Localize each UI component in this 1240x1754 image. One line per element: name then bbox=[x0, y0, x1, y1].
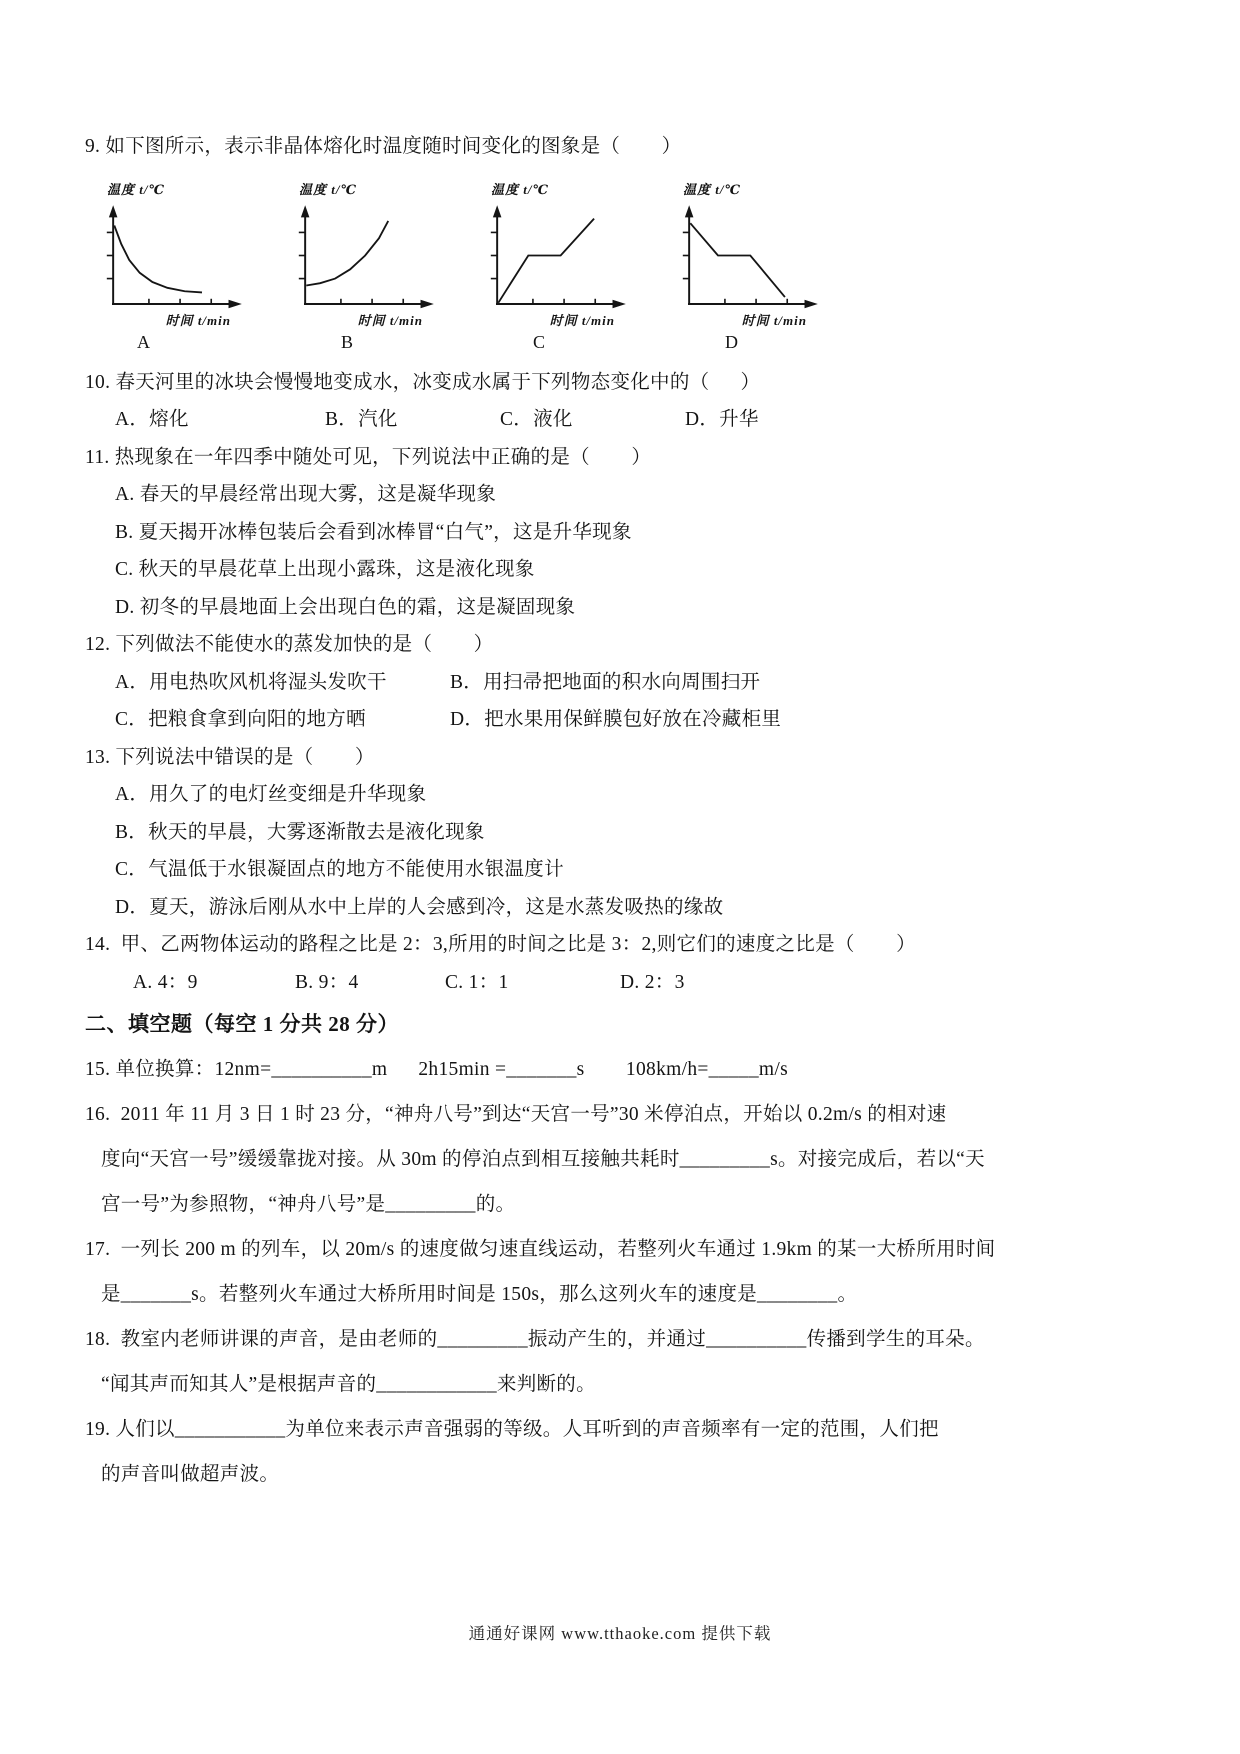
option-d: D．夏天，游泳后刚从水中上岸的人会感到冷，这是水蒸发吸热的缘故 bbox=[115, 896, 724, 918]
option-c: C. 秋天的早晨花草上出现小露珠，这是液化现象 bbox=[115, 559, 535, 580]
question-17-line1: 17. 一列长 200 m 的列车，以 20m/s 的速度做匀速直线运动，若整列火车通过 1.9km 的某一大桥所用时间 bbox=[85, 1239, 996, 1260]
question-12-options-row2 bbox=[85, 701, 1172, 739]
page-footer: 通通好课网 www.tthaoke.com 提供下载 bbox=[468, 1624, 772, 1643]
option-b: B．用扫帚把地面的积水向周围扫开 bbox=[450, 671, 761, 693]
option-c: C．液化 bbox=[500, 409, 573, 430]
question-14-text: 14. 甲、乙两物体运动的路程之比是 2：3,所用的时间之比是 3：2,则它们的速度之比是（ ） bbox=[85, 934, 916, 955]
question-9-graphs bbox=[97, 180, 1172, 354]
question-10 bbox=[85, 364, 1172, 439]
question-14 bbox=[85, 926, 1172, 1001]
question-14-options bbox=[85, 964, 1172, 1002]
question-12 bbox=[85, 626, 1172, 739]
graph-ylabel: 温度 t/℃ bbox=[107, 181, 166, 197]
option-b: B. 夏天揭开冰棒包装后会看到冰棒冒“白气”，这是升华现象 bbox=[115, 521, 632, 543]
question-17 bbox=[85, 1227, 1172, 1317]
graph-option-letter: A bbox=[137, 331, 150, 352]
question-16 bbox=[85, 1092, 1172, 1227]
graph-xlabel: 时间 t/min bbox=[549, 312, 615, 328]
question-12-options-row1 bbox=[85, 664, 1172, 702]
question-16-line2: 度向“天宫一号”缓缓靠拢对接。从 30m 的停泊点到相互接触共耗时_________s。对接完成后，若以“天 bbox=[101, 1149, 985, 1170]
graph-plot-area bbox=[673, 200, 823, 311]
option-a: A．用电热吹风机将湿头发吹干 bbox=[115, 671, 387, 693]
question-9 bbox=[85, 128, 1172, 354]
question-9-text: 9. 如下图所示，表示非晶体熔化时温度随时间变化的图象是（ ） bbox=[85, 136, 682, 157]
option-b: B．汽化 bbox=[325, 409, 398, 430]
graph-plot-area bbox=[481, 200, 631, 311]
graph-option-letter: C bbox=[533, 331, 546, 352]
option-c: C．把粮食拿到向阳的地方晒 bbox=[115, 709, 366, 730]
question-15 bbox=[85, 1047, 1172, 1092]
option-a: A. 4：9 bbox=[133, 971, 198, 993]
graph-ylabel: 温度 t/℃ bbox=[491, 181, 550, 197]
option-d: D. 初冬的早晨地面上会出现白色的霜，这是凝固现象 bbox=[115, 596, 576, 618]
question-13 bbox=[85, 739, 1172, 927]
option-c: C．气温低于水银凝固点的地方不能使用水银温度计 bbox=[115, 859, 564, 880]
option-a: A．用久了的电灯丝变细是升华现象 bbox=[115, 784, 427, 805]
graph-option-B bbox=[289, 180, 439, 354]
option-a: A. 春天的早晨经常出现大雾，这是凝华现象 bbox=[115, 484, 497, 505]
question-13-text: 13. 下列说法中错误的是（ ） bbox=[85, 746, 375, 768]
section-2-heading: 二、填空题（每空 1 分共 28 分） bbox=[85, 1012, 399, 1036]
option-b: B．秋天的早晨，大雾逐渐散去是液化现象 bbox=[115, 821, 485, 843]
graph-option-C bbox=[481, 180, 631, 354]
graph-option-A bbox=[97, 180, 247, 354]
question-11 bbox=[85, 439, 1172, 627]
graph-ylabel: 温度 t/℃ bbox=[683, 181, 742, 197]
question-16-line3: 宫一号”为参照物，“神舟八号”是_________的。 bbox=[101, 1194, 516, 1215]
graph-xlabel: 时间 t/min bbox=[357, 312, 423, 328]
question-19 bbox=[85, 1407, 1172, 1497]
fill-in-section bbox=[85, 1047, 1172, 1497]
question-10-text: 10. 春天河里的冰块会慢慢地变成水，冰变成水属于下列物态变化中的（ ） bbox=[85, 371, 761, 393]
question-15-text: 15. 单位换算：12nm=__________m 2h15min =_______s 108km/h=_____m/s bbox=[85, 1059, 788, 1080]
option-c: C. 1：1 bbox=[445, 971, 509, 993]
graph-plot-area bbox=[97, 200, 247, 311]
question-16-line1: 16. 2011 年 11 月 3 日 1 时 23 分，“神舟八号”到达“天宫一号”30 米停泊点，开始以 0.2m/s 的相对速 bbox=[85, 1104, 947, 1125]
option-b: B. 9：4 bbox=[295, 971, 359, 993]
option-d: D．升华 bbox=[685, 409, 759, 430]
graph-option-letter: D bbox=[725, 331, 738, 352]
graph-xlabel: 时间 t/min bbox=[165, 312, 231, 328]
option-d: D．把水果用保鲜膜包好放在冷藏柜里 bbox=[450, 709, 782, 730]
question-17-line2: 是_______s。若整列火车通过大桥所用时间是 150s，那么这列火车的速度是________。 bbox=[101, 1284, 858, 1305]
question-12-text: 12. 下列做法不能使水的蒸发加快的是（ ） bbox=[85, 634, 494, 655]
question-11-text: 11. 热现象在一年四季中随处可见，下列说法中正确的是（ ） bbox=[85, 446, 652, 468]
graph-option-letter: B bbox=[341, 331, 354, 352]
question-19-line1: 19. 人们以___________为单位来表示声音强弱的等级。人耳听到的声音频率有一定的范围，人们把 bbox=[85, 1419, 939, 1440]
question-19-line2: 的声音叫做超声波。 bbox=[101, 1464, 280, 1485]
graph-option-D bbox=[673, 180, 823, 354]
question-18-line1: 18. 教室内老师讲课的声音，是由老师的_________振动产生的，并通过__________传播到学生的耳朵。 bbox=[85, 1329, 985, 1350]
option-a: A．熔化 bbox=[115, 409, 189, 430]
question-18-line2: “闻其声而知其人”是根据声音的____________来判断的。 bbox=[101, 1374, 596, 1395]
option-d: D. 2：3 bbox=[620, 971, 685, 993]
question-18 bbox=[85, 1317, 1172, 1407]
graph-ylabel: 温度 t/℃ bbox=[299, 181, 358, 197]
graph-xlabel: 时间 t/min bbox=[741, 312, 807, 328]
graph-plot-area bbox=[289, 200, 439, 311]
question-10-options bbox=[85, 401, 1172, 439]
